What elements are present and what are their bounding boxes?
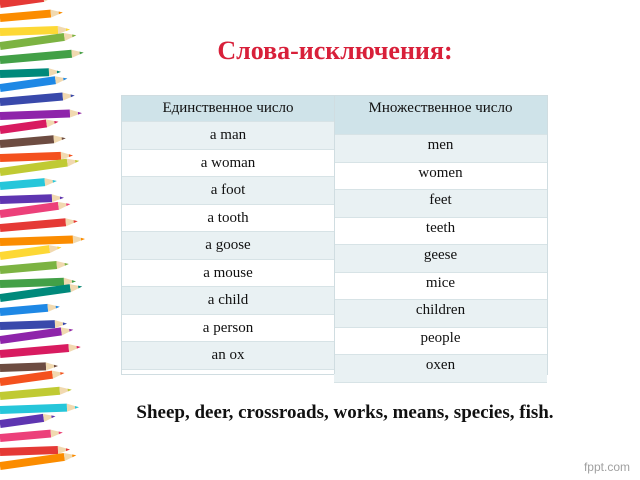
plural-cell: geese: [423, 247, 458, 263]
singular-cell: a child: [207, 292, 249, 308]
singular-cell: a foot: [210, 182, 246, 198]
invariable-nouns-line: Sheep, deer, crossroads, works, means, species, fish.: [136, 402, 554, 423]
header-singular: Единственное число: [162, 100, 294, 116]
watermark: fppt.com: [583, 460, 630, 474]
singular-cell: an ox: [211, 347, 245, 363]
header-plural: Множественное число: [368, 100, 513, 116]
plural-cell: teeth: [425, 219, 456, 236]
pencil: [0, 118, 59, 134]
singular-cell: a tooth: [207, 209, 249, 226]
pencil: [0, 386, 72, 400]
pencil: [0, 9, 63, 22]
singular-cell: a goose: [205, 237, 251, 253]
plural-cell: men: [427, 137, 454, 153]
slide-title: Слова-исключения:: [217, 36, 453, 65]
singular-cell: a man: [209, 127, 247, 143]
pencil: [0, 429, 63, 442]
pencil: [0, 362, 58, 372]
colored-pencils-icon: [0, 0, 90, 480]
pencil: [0, 91, 75, 106]
pencil: [0, 412, 56, 428]
pencil: [0, 235, 85, 246]
plural-cell: people: [420, 329, 461, 346]
pencil: [0, 343, 81, 358]
plural-cell: oxen: [425, 357, 456, 373]
pencil: [0, 303, 60, 316]
plural-cell: children: [415, 302, 466, 318]
pencil: [0, 68, 61, 78]
pencil: [0, 243, 62, 260]
singular-cell: a mouse: [203, 264, 253, 281]
pencil: [0, 260, 69, 274]
pencil: [0, 49, 84, 64]
pencil: [0, 134, 66, 148]
plural-cell: mice: [425, 274, 456, 291]
pencil: [0, 403, 79, 414]
plural-cell: women: [418, 164, 463, 181]
singular-cell: a person: [202, 319, 254, 336]
pencil: [0, 0, 56, 8]
exceptions-table: [121, 95, 548, 375]
singular-cell: a woman: [200, 154, 256, 171]
pencil: [0, 217, 78, 232]
pencil: [0, 177, 57, 190]
plural-cell: feet: [429, 192, 452, 208]
pencil: [0, 109, 82, 120]
